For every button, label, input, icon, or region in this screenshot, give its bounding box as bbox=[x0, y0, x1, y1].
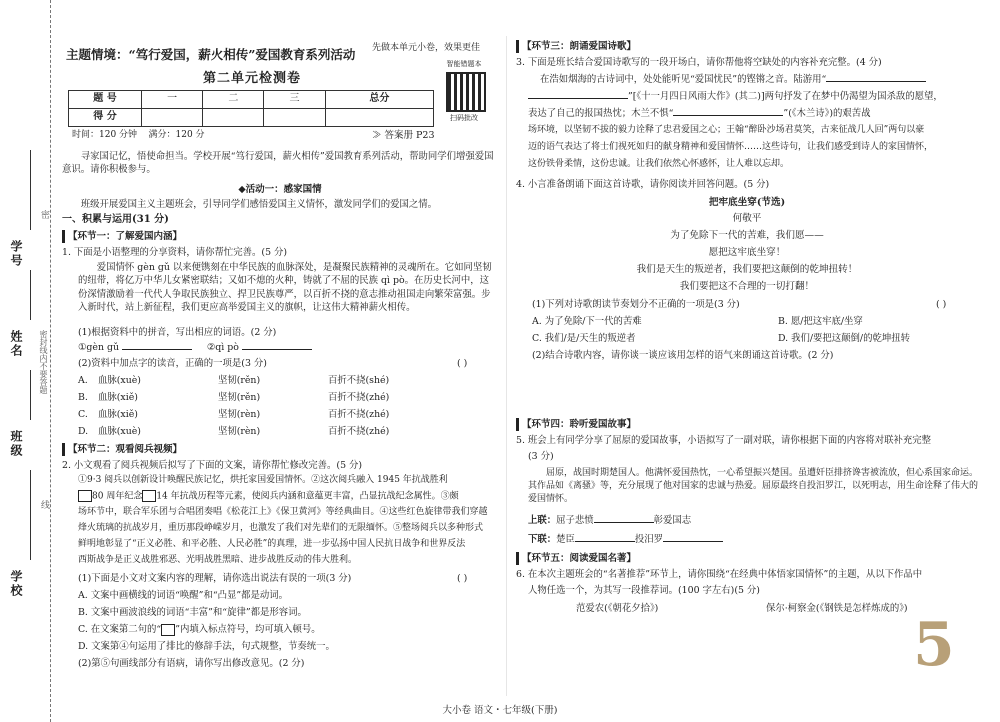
answer-blank[interactable] bbox=[594, 522, 654, 523]
page-number: 5 bbox=[913, 610, 955, 680]
q1-passage: 爱国情怀 gèn gǔ 以来便镌刻在中华民族的血脉深处，是凝聚民族精神的灵魂所在。它如同坚韧的纽带，将亿万中华儿女紧密联结；又如不熄的火种，铸就了不屈的民族 qì pò。在历史长河中，这份深情激励着一代代人争取民族独立、捍卫民族尊严，以百折不挠的意志推动祖国走向繁荣富强。步入新时代，站上新征程，我们更应高举爱国主义的旗帜，让这伟大精神薪火相传。 bbox=[78, 262, 492, 314]
pinyin-label: ①gèn gǔ bbox=[78, 342, 120, 353]
work-option: 保尔·柯察金(《钢铁是怎样炼成的》) bbox=[766, 603, 908, 614]
question-5-score: (3 分) bbox=[528, 451, 554, 462]
page-footer: 大小卷 语文・七年级(下册) bbox=[442, 705, 558, 716]
q3-text: 表达了自己的报国热忱；木兰不惧“ bbox=[528, 108, 674, 119]
option-d: D. 文案第④句运用了排比的修辞手法，句式规整，节奏统一。 bbox=[78, 641, 335, 652]
option-row bbox=[78, 374, 498, 387]
answer-blank[interactable] bbox=[826, 81, 926, 82]
table-cell: 三 bbox=[264, 91, 325, 109]
option-value: 血脉(xiě) bbox=[98, 392, 138, 403]
score-table bbox=[68, 90, 434, 127]
margin-label-name: 姓名 bbox=[9, 330, 23, 358]
option-text: C. 在文案第二句的“ bbox=[78, 624, 162, 635]
couplet-text: 屈子悲愤 bbox=[556, 515, 594, 526]
seal-note: 密封线内不要答题 bbox=[39, 330, 48, 394]
poem-line: 愿把这牢底坐穿！ bbox=[708, 247, 786, 258]
option-value: 坚韧(rěn) bbox=[218, 375, 261, 386]
margin-label-student-no: 学号 bbox=[9, 240, 23, 268]
section-title-text: 【环节一：了解爱国内涵】 bbox=[62, 230, 182, 243]
q2-text: 80 周年纪念 bbox=[92, 491, 143, 502]
q3-line bbox=[528, 90, 978, 103]
question-4: 4. 小言准备朗诵下面这首诗歌，请你阅读并回答问题。(5 分) bbox=[516, 179, 770, 190]
poem-line: 我们是天生的叛逆者，我们要把这颠倒的乾坤扭转！ bbox=[636, 264, 858, 275]
table-row bbox=[69, 91, 434, 109]
poem-author: 何敬平 bbox=[732, 213, 762, 224]
answer-blank[interactable] bbox=[528, 98, 628, 99]
option-text: ”内填入标点符号，均可填入顿号。 bbox=[175, 624, 321, 635]
seal-char: 密 bbox=[39, 210, 49, 219]
option-key: A. bbox=[78, 375, 88, 386]
option-key: D. bbox=[78, 426, 89, 437]
section-title-text: 【环节四：聆听爱国故事】 bbox=[516, 418, 636, 431]
left-column bbox=[62, 0, 498, 722]
activity-desc: 班级开展爱国主义主题班会，引导同学们感悟爱国主义情怀，激发同学们的爱国之情。 bbox=[80, 199, 438, 210]
section-title-text: 【环节二：观看阅兵视频】 bbox=[62, 443, 182, 456]
answer-paren[interactable]: ( ) bbox=[457, 358, 468, 369]
option-value: 血脉(xuè) bbox=[98, 426, 141, 437]
option-row bbox=[78, 408, 498, 421]
score-input-3[interactable] bbox=[264, 109, 325, 127]
q2-line: 烽火琉璃的抗战岁月，重历那段峥嵘岁月，也激发了我们对先辈们的无限缅怀。⑤整场阅兵以多种形式 bbox=[78, 523, 484, 533]
table-row bbox=[69, 109, 434, 127]
column-divider bbox=[506, 36, 507, 696]
couplet-label: 下联： bbox=[528, 534, 557, 545]
intro-text: 寻家国记忆，悟使命担当。学校开展“笃行爱国，薪火相传”爱国教育系列活动，帮助同学们增强爱国意识。请你积极参与。 bbox=[62, 151, 494, 176]
q2-line: 场环节中，联合军乐团与合唱团奏唱《松花江上》《保卫黄河》等经典曲目。④这些红色旋律带我们穿越 bbox=[78, 507, 488, 517]
q3-text: ”(《木兰诗》)的艰苦战 bbox=[783, 108, 871, 119]
answer-reference: ≫ 答案册 P23 bbox=[372, 130, 435, 141]
question-3: 3. 下面是班长结合爱国诗歌写的一段开场白，请你帮他将空缺处的内容补充完整。(4 分) bbox=[516, 57, 882, 68]
option-a: A. 为了免除/下一代的苦难 bbox=[532, 316, 642, 327]
option-row bbox=[78, 425, 498, 438]
q2-line: 鲜明地彰显了“正义必胜、和平必胜、人民必胜”的真理，进一步弘扬中国人民抗日战争和世界反法 bbox=[78, 539, 466, 549]
margin-line bbox=[30, 470, 31, 560]
table-cell: 一 bbox=[142, 91, 203, 109]
answer-paren[interactable]: ( ) bbox=[936, 299, 947, 310]
option-value: 百折不挠(zhé) bbox=[328, 392, 390, 403]
table-cell: 得 分 bbox=[69, 109, 142, 127]
option-row bbox=[78, 391, 498, 404]
section-title-text: 【环节五：阅读爱国名著】 bbox=[516, 552, 636, 565]
couplet-text: 楚臣 bbox=[556, 534, 575, 545]
exam-full-score: 满分：120 分 bbox=[148, 130, 205, 140]
q3-line: 场环境，以坚韧不拔的毅力诠释了忠君爱国之心；王翰“醉卧沙场君莫笑，古来征战几人回”两句以豪 bbox=[528, 125, 925, 135]
poem-title: 把牢底坐穿(节选) bbox=[708, 197, 786, 208]
qr-code[interactable] bbox=[442, 60, 486, 124]
binding-margin bbox=[0, 0, 60, 722]
q2-line: 西斯战争是正义战胜邪恶、光明战胜黑暗、进步战胜反动的伟大胜利。 bbox=[78, 555, 358, 565]
seal-cut-line bbox=[50, 0, 51, 722]
q3-text: ”[《十一月四日风雨大作》(其二)]两句抒发了在梦中仍渴望为国杀敌的愿望， bbox=[628, 91, 943, 102]
qr-code-icon bbox=[446, 72, 486, 112]
score-input-total[interactable] bbox=[325, 109, 433, 127]
q3-text: 在浩如烟海的古诗词中，处处能听见“爱国忧民”的铿锵之音。陆游用“ bbox=[540, 74, 827, 85]
question-2: 2. 小文观看了阅兵视频后拟写了下面的文案，请你帮忙修改完善。(5 分) bbox=[62, 460, 363, 471]
option-value: 血脉(xiě) bbox=[98, 409, 138, 420]
option-value: 百折不挠(zhé) bbox=[328, 409, 390, 420]
margin-line bbox=[30, 150, 31, 230]
option-value: 百折不挠(zhé) bbox=[328, 426, 390, 437]
option-b: B. 文案中画波浪线的词语“丰富”和“旋律”都是形容词。 bbox=[78, 607, 307, 618]
pinyin-label: ②qì pò bbox=[206, 342, 239, 353]
work-option: 范爱农(《朝花夕拾》) bbox=[576, 603, 659, 614]
q5-story: 屈原，战国时期楚国人。他满怀爱国热忱，一心希望振兴楚国。虽遭奸臣排挤谗害被流放，但心系国家命运。其作品如《离骚》等，充分展现了他对国家的忠诚与热爱。屈原最终自投汨罗江，以死明志，用生命诠释了伟大的爱国情怀。 bbox=[528, 468, 979, 504]
margin-label-school: 学校 bbox=[9, 570, 23, 598]
q2-sub1: (1)下面是小文对文案内容的理解，请你选出说法有误的一项(3 分) bbox=[78, 573, 352, 584]
theme-title: 主题情境：“笃行爱国，薪火相传”爱国教育系列活动 bbox=[66, 47, 356, 62]
poem-line: 我们要把这不合理的一切打翻！ bbox=[679, 281, 815, 292]
answer-blank[interactable] bbox=[663, 541, 723, 542]
seal-char: 线 bbox=[39, 500, 49, 509]
answer-blank[interactable] bbox=[575, 541, 635, 542]
q1-sub2: (2)资料中加点字的读音，正确的一项是(3 分) bbox=[78, 358, 267, 369]
option-c bbox=[78, 623, 321, 636]
answer-blank[interactable] bbox=[673, 115, 783, 116]
question-5: 5. 班会上有同学分享了屈原的爱国故事，小语拟写了一副对联，请你根据下面的内容将对联补充完整 bbox=[516, 435, 932, 446]
couplet-up bbox=[528, 514, 691, 527]
score-input-2[interactable] bbox=[203, 109, 264, 127]
option-value: 坚韧(rěn) bbox=[218, 392, 261, 403]
pinyin-item bbox=[78, 341, 312, 354]
option-value: 血脉(xuè) bbox=[98, 375, 141, 386]
q4-sub2: (2)结合诗歌内容，请你谈一谈应该用怎样的语气来朗诵这首诗歌。(2 分) bbox=[532, 350, 834, 361]
q2-line: ①9·3 阅兵以创新设计唤醒民族记忆，烘托家国爱国情怀。②这次阅兵融入 1945 年抗战胜利 bbox=[78, 475, 448, 485]
punct-box[interactable] bbox=[142, 490, 156, 502]
exam-meta bbox=[72, 129, 205, 142]
score-input-1[interactable] bbox=[142, 109, 203, 127]
question-1: 1. 下面是小语整理的分享资料，请你帮忙完善。(5 分) bbox=[62, 247, 288, 258]
q2-text: 14 年抗战历程等元素，使阅兵内涵和意蕴更丰富，凸显抗战纪念属性。③颇 bbox=[156, 491, 459, 502]
option-b: B. 愿/把这牢底/坐穿 bbox=[778, 316, 863, 327]
exam-title: 第二单元检测卷 bbox=[202, 71, 301, 86]
exam-time: 时间：120 分钟 bbox=[72, 130, 138, 140]
option-a: A. 文案中画横线的词语“唤醒”和“凸显”都是动词。 bbox=[78, 590, 289, 601]
margin-line bbox=[30, 270, 31, 320]
section-title bbox=[516, 418, 636, 431]
q1-sub1: (1)根据资料中的拼音，写出相应的词语。(2 分) bbox=[78, 327, 277, 338]
q2-sub2: (2)第⑤句画线部分有语病，请你写出修改意见。(2 分) bbox=[78, 658, 305, 669]
margin-line bbox=[30, 370, 31, 420]
suggest-note: 先做本单元小卷，效果更佳 bbox=[372, 43, 481, 53]
section-title bbox=[62, 230, 182, 243]
margin-label-class: 班级 bbox=[9, 430, 23, 458]
section-title-text: 【环节三：朗诵爱国诗歌】 bbox=[516, 40, 636, 53]
option-c: C. 我们/是/天生的叛逆者 bbox=[532, 333, 636, 344]
q3-line bbox=[540, 73, 978, 86]
section-title bbox=[516, 40, 636, 53]
couplet-text: 投汨罗 bbox=[634, 534, 664, 545]
table-cell: 总分 bbox=[325, 91, 433, 109]
option-value: 坚韧(rèn) bbox=[218, 426, 261, 437]
punct-box[interactable] bbox=[78, 490, 92, 502]
section-title bbox=[516, 552, 636, 565]
answer-paren[interactable]: ( ) bbox=[457, 573, 468, 584]
option-key: B. bbox=[78, 392, 88, 403]
q3-line: 这份铁骨柔情，这份忠诚。让我们依然心怀感怀，让人难以忘却。 bbox=[528, 159, 790, 169]
punct-box bbox=[161, 624, 175, 636]
section-title bbox=[62, 443, 182, 456]
couplet-down bbox=[528, 533, 723, 546]
right-column bbox=[516, 0, 978, 722]
answer-blank[interactable] bbox=[122, 349, 192, 350]
q4-sub1: (1)下列对诗歌朗读节奏划分不正确的一项是(3 分) bbox=[532, 299, 740, 310]
couplet-text: 彰爱国志 bbox=[653, 515, 692, 526]
table-cell: 题 号 bbox=[69, 91, 142, 109]
q3-line: 迈的语气表达了将士们视死如归的献身精神和爱国情怀……这些诗句，让我们感受到诗人的家国情怀， bbox=[528, 142, 934, 152]
q3-line bbox=[528, 107, 978, 120]
option-key: C. bbox=[78, 409, 88, 420]
option-value: 坚韧(rèn) bbox=[218, 409, 261, 420]
poem-line: 为了免除下一代的苦难，我们愿—— bbox=[670, 230, 824, 241]
option-value: 百折不挠(shé) bbox=[328, 375, 390, 386]
qr-top-label: 智能错题本 bbox=[446, 60, 482, 68]
qr-bottom-label: 扫码批改 bbox=[450, 113, 478, 122]
option-d: D. 我们/要把这颠倒/的乾坤扭转 bbox=[778, 333, 910, 344]
couplet-label: 上联： bbox=[528, 515, 557, 526]
answer-blank[interactable] bbox=[242, 349, 312, 350]
question-6-cont: 人物任选一个，为其写一段推荐词。(100 字左右)(5 分) bbox=[528, 585, 760, 596]
part-heading: 一、积累与运用(31 分) bbox=[62, 214, 169, 225]
question-6: 6. 在本次主题班会的“名著推荐”环节上，请你围绕“在经典中体悟家国情怀”的主题，从以下作品中 bbox=[516, 569, 923, 580]
table-cell: 二 bbox=[203, 91, 264, 109]
activity-title: ◆活动一：感家国情 bbox=[238, 184, 322, 195]
q2-line bbox=[78, 490, 498, 503]
